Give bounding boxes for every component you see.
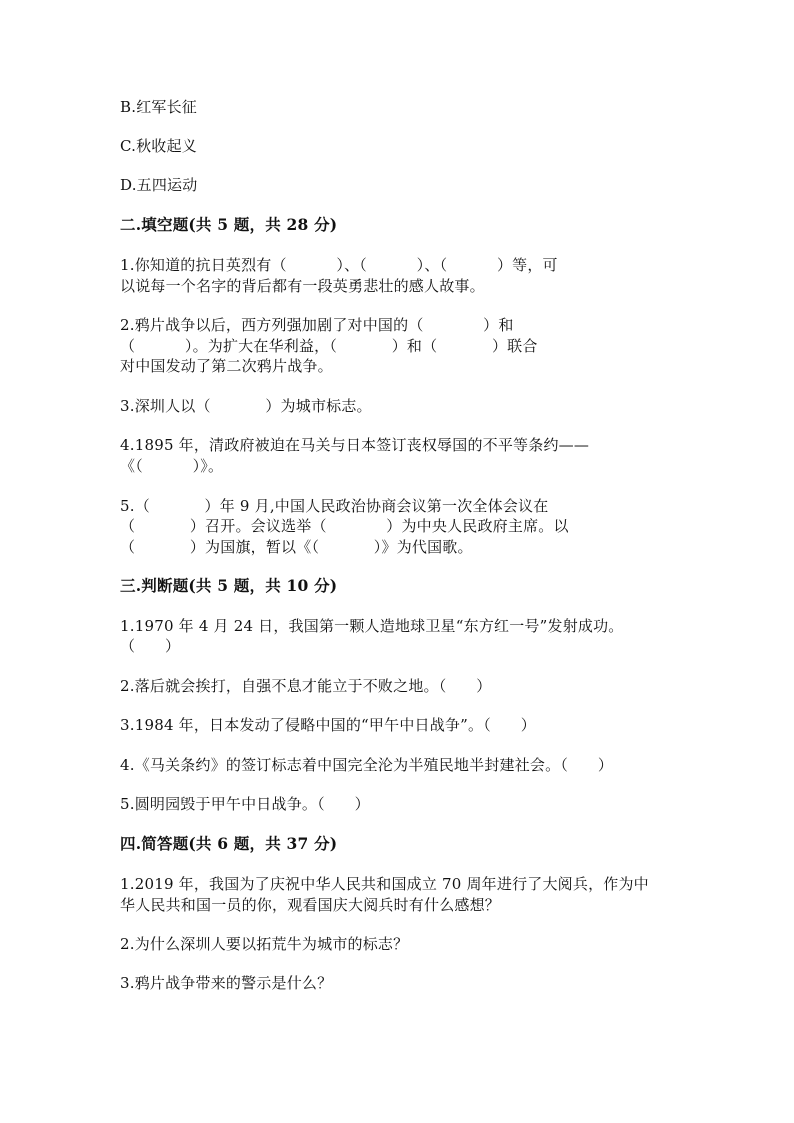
section-heading-true-false: 三.判断题(共 5 题，共 10 分) — [120, 576, 338, 595]
choice-option-c: C.秋收起义 — [120, 137, 197, 155]
short-q3: 3.鸦片战争带来的警示是什么？ — [120, 974, 333, 992]
fill-q4-line2: 《（ ）》。 — [120, 457, 224, 475]
fill-q2-line3: 对中国发动了第二次鸦片战争。 — [120, 357, 333, 375]
fill-q2-line1: 2.鸦片战争以后，西方列强加剧了对中国的（ ）和 — [120, 316, 514, 334]
short-q1-line1: 1.2019 年，我国为了庆祝中华人民共和国成立 70 周年进行了大阅兵，作为中 — [120, 875, 649, 893]
tf-q1-line1: 1.1970 年 4 月 24 日，我国第一颗人造地球卫星“东方红一号”发射成功。 — [120, 617, 624, 635]
fill-q2-line2: （ ）。为扩大在华利益，（ ）和（ ）联合 — [120, 337, 538, 355]
fill-q5-line1: 5.（ ）年 9 月,中国人民政治协商会议第一次全体会议在 — [120, 497, 549, 515]
tf-q5: 5.圆明园毁于甲午中日战争。（ ） — [120, 795, 370, 813]
tf-q1-line2: （ ） — [120, 637, 181, 655]
section-heading-fill-in: 二.填空题(共 5 题，共 28 分) — [120, 215, 338, 234]
fill-q5-line3: （ ）为国旗，暂以《（ ）》为代国歌。 — [120, 538, 473, 556]
fill-q3: 3.深圳人以（ ）为城市标志。 — [120, 397, 372, 415]
fill-q1-line1: 1.你知道的抗日英烈有（ ）、（ ）、（ ）等，可 — [120, 256, 558, 274]
choice-option-d: D.五四运动 — [120, 176, 198, 194]
fill-q4-line1: 4.1895 年，清政府被迫在马关与日本签订丧权辱国的不平等条约—— — [120, 436, 590, 454]
short-q2: 2.为什么深圳人要以拓荒牛为城市的标志？ — [120, 935, 409, 953]
tf-q4: 4.《马关条约》的签订标志着中国完全沦为半殖民地半封建社会。（ ） — [120, 756, 614, 774]
tf-q3: 3.1984 年，日本发动了侵略中国的“甲午中日战争”。（ ） — [120, 716, 536, 734]
choice-option-b: B.红军长征 — [120, 98, 197, 116]
fill-q5-line2: （ ）召开。会议选举（ ）为中央人民政府主席。以 — [120, 517, 569, 535]
fill-q1-line2: 以说每一个名字的背后都有一段英勇悲壮的感人故事。 — [120, 277, 485, 295]
section-heading-short-answer: 四.简答题(共 6 题，共 37 分) — [120, 834, 338, 853]
tf-q2: 2.落后就会挨打，自强不息才能立于不败之地。（ ） — [120, 677, 492, 695]
short-q1-line2: 华人民共和国一员的你，观看国庆大阅兵时有什么感想？ — [120, 896, 501, 914]
